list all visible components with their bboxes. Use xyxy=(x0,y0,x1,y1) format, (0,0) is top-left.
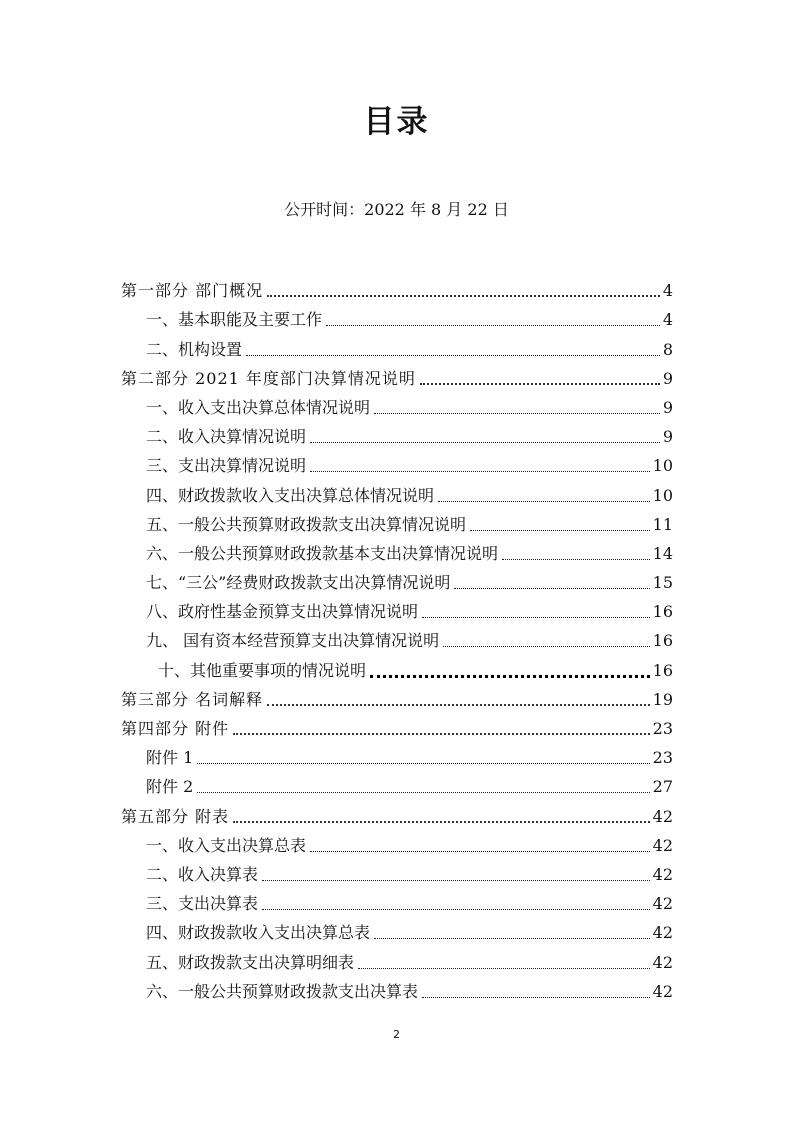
dot-leader xyxy=(197,788,649,793)
toc-entry-label: 第五部分 附表 xyxy=(121,806,230,826)
dot-leader xyxy=(310,467,650,472)
dot-leader xyxy=(197,759,649,764)
toc-section-entry[interactable] xyxy=(121,272,673,301)
toc-entry-label: 七、“三公”经费财政拨款支出决算情况说明 xyxy=(146,573,451,593)
dot-leader xyxy=(233,817,650,823)
toc-entry-page: 23 xyxy=(652,748,673,768)
toc-entry-page: 42 xyxy=(652,806,673,826)
toc-subsection-entry[interactable] xyxy=(121,739,673,768)
toc-subsection-entry[interactable] xyxy=(121,973,673,1002)
toc-entry-label: 一、收入支出决算总表 xyxy=(146,835,307,855)
toc-entry-page: 10 xyxy=(652,456,673,476)
toc-subsection-entry[interactable] xyxy=(121,535,673,564)
toc-subsection-entry[interactable] xyxy=(121,622,673,651)
dot-leader xyxy=(438,497,650,502)
toc-entry-page: 14 xyxy=(652,543,673,563)
toc-entry-label: 二、收入决算情况说明 xyxy=(146,427,307,447)
dot-leader xyxy=(262,876,650,881)
toc-entry-page: 16 xyxy=(652,631,673,651)
toc-subsection-entry[interactable] xyxy=(121,564,673,593)
dot-leader xyxy=(422,613,650,618)
toc-entry-page: 42 xyxy=(652,952,673,972)
page-number: 2 xyxy=(393,1028,400,1041)
toc-entry-label: 二、收入决算表 xyxy=(146,864,259,884)
toc-entry-label: 二、机构设置 xyxy=(146,339,243,359)
toc-section-entry[interactable] xyxy=(121,710,673,739)
toc-subsection-entry[interactable] xyxy=(121,330,673,359)
toc-entry-label: 三、支出决算表 xyxy=(146,894,259,914)
toc-entry-label: 第三部分 名词解释 xyxy=(121,689,264,709)
dot-leader xyxy=(267,700,650,706)
toc-entry-page: 9 xyxy=(662,427,673,447)
toc-entry-page: 9 xyxy=(662,397,673,417)
toc-entry-label: 五、财政拨款支出决算明细表 xyxy=(146,952,355,972)
toc-entry-label: 一、收入支出决算总体情况说明 xyxy=(146,397,371,417)
toc-entry-page: 4 xyxy=(662,281,673,301)
dot-leader xyxy=(246,351,660,356)
toc-subsection-entry[interactable] xyxy=(121,856,673,885)
dot-leader xyxy=(267,291,660,297)
toc-entry-label: 四、财政拨款收入支出决算总体情况说明 xyxy=(146,485,435,505)
toc-subsection-entry[interactable] xyxy=(121,418,673,447)
toc-entry-label: 三、支出决算情况说明 xyxy=(146,456,307,476)
toc-entry-label: 附件 1 xyxy=(146,748,194,768)
toc-section-entry[interactable] xyxy=(121,681,673,710)
dot-leader xyxy=(370,671,650,678)
toc-entry-page: 16 xyxy=(652,660,673,680)
toc-subsection-entry[interactable] xyxy=(121,914,673,943)
dot-leader xyxy=(310,847,650,852)
table-of-contents xyxy=(121,272,673,1002)
toc-subsection-entry[interactable] xyxy=(121,301,673,330)
toc-entry-page: 42 xyxy=(652,894,673,914)
toc-entry-page: 9 xyxy=(662,368,673,388)
toc-subsection-entry[interactable] xyxy=(121,827,673,856)
toc-subsection-entry[interactable] xyxy=(121,506,673,535)
toc-subsection-entry[interactable] xyxy=(121,885,673,914)
dot-leader xyxy=(454,584,649,589)
toc-entry-label: 附件 2 xyxy=(146,777,194,797)
toc-entry-page: 23 xyxy=(652,719,673,738)
dot-leader xyxy=(420,379,660,385)
dot-leader xyxy=(326,321,660,326)
dot-leader xyxy=(374,934,650,939)
toc-entry-page: 27 xyxy=(652,777,673,797)
dot-leader xyxy=(443,642,650,647)
toc-entry-page: 19 xyxy=(652,689,673,709)
toc-entry-page: 11 xyxy=(652,514,673,534)
toc-entry-label: 十、其他重要事项的情况说明 xyxy=(158,660,367,680)
toc-entry-label: 四、财政拨款收入支出决算总表 xyxy=(146,923,371,943)
toc-entry-label: 六、一般公共预算财政拨款基本支出决算情况说明 xyxy=(146,543,499,563)
toc-section-entry[interactable] xyxy=(121,797,673,826)
toc-entry-page: 16 xyxy=(652,602,673,622)
dot-leader xyxy=(262,905,650,910)
toc-subsection-entry[interactable] xyxy=(121,476,673,505)
toc-subsection-entry[interactable] xyxy=(121,943,673,972)
toc-entry-page: 4 xyxy=(662,310,673,330)
toc-entry-label: 八、政府性基金预算支出决算情况说明 xyxy=(146,602,419,622)
toc-entry-page: 10 xyxy=(652,485,673,505)
toc-entry-label: 六、一般公共预算财政拨款支出决算表 xyxy=(146,981,419,1001)
dot-leader xyxy=(374,409,660,414)
toc-section-entry[interactable] xyxy=(121,360,673,389)
toc-entry-label: 九、 国有资本经营预算支出决算情况说明 xyxy=(146,631,440,651)
toc-entry-label: 第一部分 部门概况 xyxy=(121,281,264,301)
toc-entry-label: 第四部分 附件 xyxy=(121,719,230,738)
document-title: 目录 xyxy=(363,104,430,140)
toc-subsection-entry[interactable] xyxy=(121,593,673,622)
publish-time: 公开时间：2022 年 8 月 22 日 xyxy=(284,200,509,219)
dot-leader xyxy=(310,438,660,443)
dot-leader xyxy=(358,964,650,969)
toc-entry-label: 第二部分 2021 年度部门决算情况说明 xyxy=(121,368,416,388)
toc-subsection-entry[interactable] xyxy=(121,768,673,797)
toc-entry-page: 42 xyxy=(652,981,673,1001)
toc-subsection-entry[interactable] xyxy=(121,389,673,418)
dot-leader xyxy=(502,555,650,560)
toc-subsection-entry[interactable] xyxy=(121,651,673,680)
toc-subsection-entry[interactable] xyxy=(121,447,673,476)
toc-entry-label: 五、一般公共预算财政拨款支出决算情况说明 xyxy=(146,514,467,534)
toc-entry-page: 8 xyxy=(662,339,673,359)
dot-leader xyxy=(470,526,650,531)
dot-leader xyxy=(233,729,650,735)
toc-entry-page: 42 xyxy=(652,923,673,943)
toc-entry-page: 42 xyxy=(652,835,673,855)
toc-entry-page: 42 xyxy=(652,864,673,884)
toc-entry-label: 一、基本职能及主要工作 xyxy=(146,310,323,330)
dot-leader xyxy=(422,993,650,998)
toc-entry-page: 15 xyxy=(652,573,673,593)
